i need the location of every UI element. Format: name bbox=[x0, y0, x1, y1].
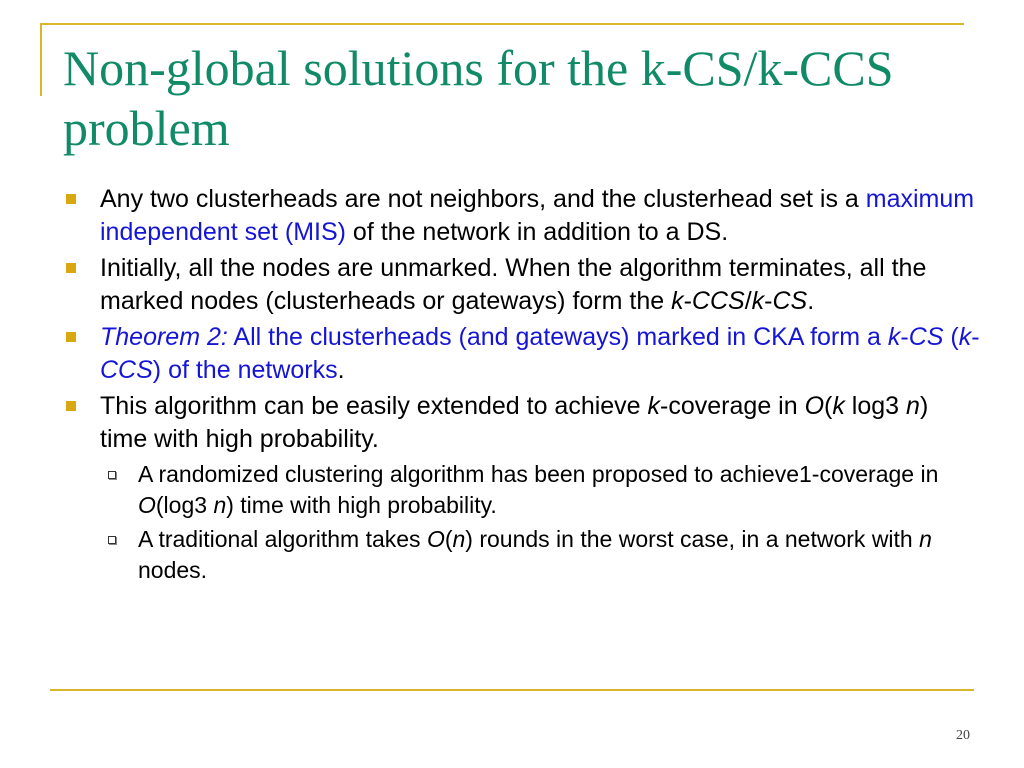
page-number: 20 bbox=[956, 728, 970, 743]
left-accent-rule bbox=[40, 23, 42, 96]
sub-bullet-text: ) rounds in the worst case, in a network with bbox=[465, 526, 920, 552]
math-k: k bbox=[958, 323, 972, 351]
paren-open: ( bbox=[824, 392, 833, 420]
bullet-text: of the network in addition to a DS. bbox=[345, 218, 729, 246]
sub-bullet-text: A traditional algorithm takes bbox=[138, 526, 427, 552]
theorem-tail: ) of the networks bbox=[152, 356, 338, 384]
bullet-text: Initially, all the nodes are unmarked. When the algorithm terminates, all the marked nodes (clusterheads or gateways) form the bbox=[100, 254, 927, 315]
theorem-body: All the clusterheads (and gateways) marked in CKA form a bbox=[227, 323, 888, 351]
sub-bullet-text: (log3 bbox=[155, 492, 214, 518]
slide-title: Non-global solutions for the k-CS/k-CCS problem bbox=[63, 40, 894, 156]
math-o: O bbox=[804, 392, 825, 420]
math-k: k bbox=[751, 287, 765, 315]
square-bullet-icon bbox=[66, 263, 76, 273]
bullet-text: ) time with high probability. bbox=[100, 392, 929, 453]
paren-open: ( bbox=[444, 526, 453, 552]
hollow-square-bullet-icon bbox=[108, 536, 116, 544]
math-dash: - bbox=[900, 323, 909, 351]
sub-bullet-list bbox=[100, 459, 980, 586]
square-bullet-icon bbox=[66, 401, 76, 411]
bullet-text: Any two clusterheads are not neighbors, and the clusterhead set is a bbox=[100, 185, 866, 213]
bullet-text-end: . bbox=[337, 356, 345, 384]
math-k: k bbox=[647, 392, 661, 420]
math-k: k bbox=[887, 323, 901, 351]
square-bullet-icon bbox=[66, 194, 76, 204]
math-n: n bbox=[452, 526, 466, 552]
mis-term: maximum independent set (MIS) bbox=[100, 185, 975, 246]
bullet-item-coverage bbox=[60, 390, 980, 586]
bullet-list bbox=[60, 183, 980, 589]
sub-bullet-text: nodes. bbox=[138, 557, 208, 583]
math-dash: - bbox=[764, 287, 773, 315]
math-ccs: CCS bbox=[100, 356, 153, 384]
math-o: O bbox=[426, 526, 445, 552]
theorem-label: Theorem 2: bbox=[100, 323, 228, 351]
sub-bullet-text: ) time with high probability. bbox=[226, 492, 497, 518]
bullet-item-mis bbox=[60, 183, 980, 249]
hollow-square-bullet-icon bbox=[108, 471, 116, 479]
bullet-item-marking bbox=[60, 252, 980, 318]
math-o: O bbox=[138, 492, 156, 518]
bullet-item-theorem bbox=[60, 321, 980, 387]
bullet-text: -coverage in bbox=[660, 392, 805, 420]
math-dash: - bbox=[683, 287, 692, 315]
sub-bullet-text: A randomized clustering algorithm has been proposed to achieve1-coverage in bbox=[138, 461, 939, 487]
math-n: n bbox=[919, 526, 932, 552]
math-k: k bbox=[832, 392, 845, 420]
math-dash: - bbox=[971, 323, 980, 351]
theorem-text bbox=[100, 323, 980, 384]
sub-bullet-item-traditional bbox=[100, 524, 980, 586]
math-ccs: CCS bbox=[691, 287, 745, 315]
math-n: n bbox=[213, 492, 227, 518]
sub-bullet-item-randomized bbox=[100, 459, 980, 521]
paren-open: ( bbox=[943, 323, 959, 351]
math-cs: CS bbox=[772, 287, 808, 315]
math-n: n bbox=[906, 392, 920, 420]
bullet-text: This algorithm can be easily extended to achieve bbox=[100, 392, 648, 420]
top-accent-rule bbox=[40, 23, 964, 25]
math-log: log3 bbox=[844, 392, 907, 420]
math-k: k bbox=[671, 287, 684, 315]
square-bullet-icon bbox=[66, 332, 76, 342]
bullet-text-end: . bbox=[807, 287, 815, 315]
math-cs: CS bbox=[908, 323, 944, 351]
math-slash: / bbox=[744, 287, 752, 315]
bottom-accent-rule bbox=[50, 689, 974, 691]
